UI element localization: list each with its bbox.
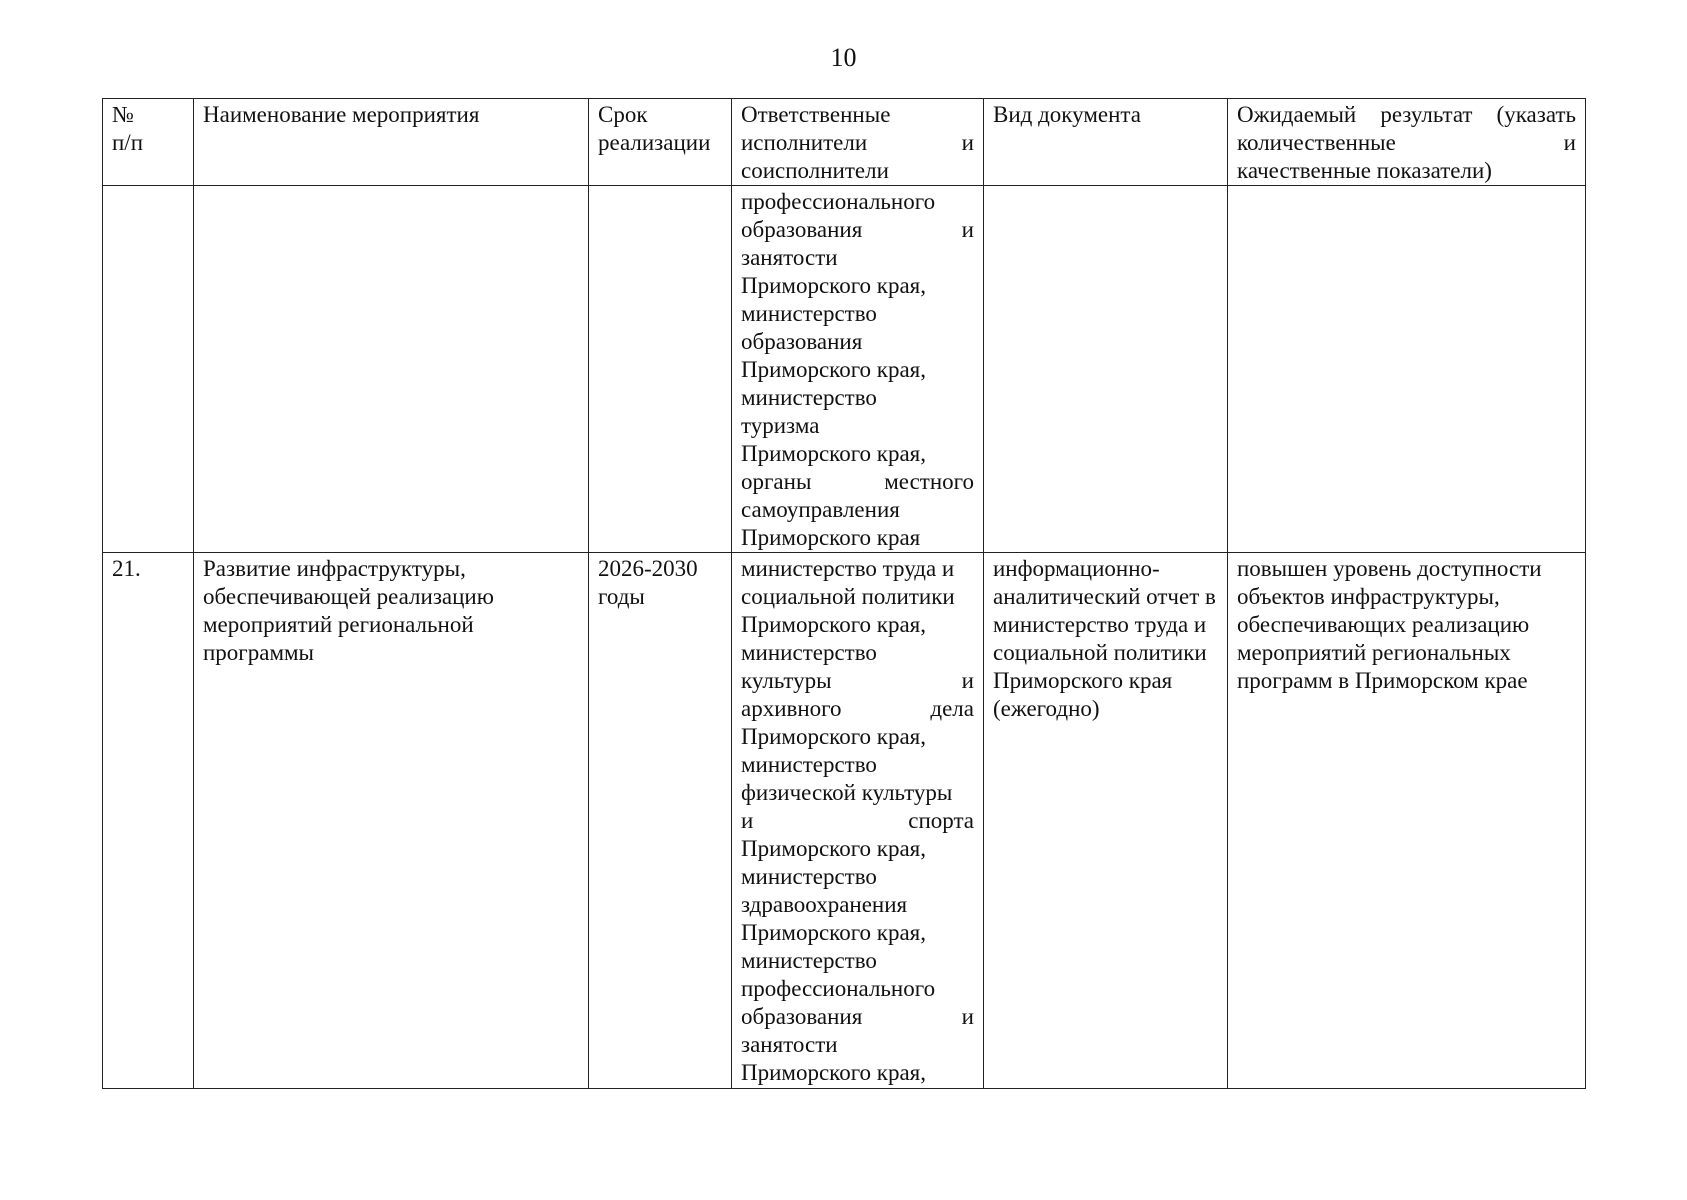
header-result — [1228, 99, 1586, 186]
responsible-line: здравоохранения — [741, 892, 908, 917]
responsible-line: Приморского края, — [741, 612, 927, 637]
header-result-line1: Ожидаемый результат (указать — [1237, 102, 1576, 127]
header-result-line2: количественные и — [1237, 130, 1576, 155]
row-21-responsible — [732, 553, 984, 1089]
header-name — [194, 99, 589, 186]
row-continued-result — [1228, 186, 1586, 553]
responsible-line: образования и — [741, 1004, 974, 1029]
responsible-line: Приморского края — [741, 525, 921, 550]
header-responsible-line3: соисполнители — [741, 158, 889, 183]
responsible-line: министерство — [741, 864, 877, 889]
responsible-line: социальной политики — [741, 584, 955, 609]
header-doc-type — [984, 99, 1228, 186]
responsible-line: министерство — [741, 640, 877, 665]
row-21-term-line2: годы — [598, 584, 645, 609]
row-21-term — [589, 553, 732, 1089]
responsible-line: образования — [741, 329, 863, 354]
responsible-line: Приморского края, — [741, 836, 927, 861]
row-21-result: повышен уровень доступности объектов инфраструктуры, обеспечивающих реализацию мероприятий региональных программ в Приморском крае — [1228, 553, 1586, 1089]
responsible-line: профессионального — [741, 976, 936, 1001]
table-header-row — [103, 99, 1586, 186]
table-row — [103, 553, 1586, 1089]
row-continued-number — [103, 186, 194, 553]
responsible-line: Приморского края, — [741, 920, 927, 945]
header-number — [103, 99, 194, 186]
header-name-text: Наименование мероприятия — [203, 102, 480, 127]
page-number: 10 — [830, 43, 857, 72]
responsible-line: министерство — [741, 948, 877, 973]
events-table — [102, 98, 1586, 1089]
responsible-line: министерство — [741, 752, 877, 777]
responsible-line: занятости — [741, 1032, 838, 1057]
row-21-number: 21. — [103, 553, 194, 1089]
responsible-line: министерство труда и — [741, 556, 955, 581]
responsible-line: профессионального — [741, 189, 936, 214]
responsible-line: архивного дела — [741, 696, 974, 721]
responsible-line: физической культуры — [741, 780, 953, 805]
header-doc-type-text: Вид документа — [993, 102, 1141, 127]
responsible-line: и спорта — [741, 808, 974, 833]
table-row — [103, 186, 1586, 553]
header-responsible-line2: исполнители и — [741, 130, 974, 155]
header-term-line2: реализации — [598, 130, 711, 155]
header-term-line1: Срок — [598, 102, 648, 127]
responsible-line: министерство — [741, 301, 877, 326]
responsible-line: самоуправления — [741, 497, 900, 522]
header-number-line2: п/п — [112, 130, 144, 155]
row-continued-term — [589, 186, 732, 553]
responsible-line: образования и — [741, 217, 974, 242]
responsible-line: Приморского края, — [741, 441, 927, 466]
row-continued-doc-type — [984, 186, 1228, 553]
header-responsible — [732, 99, 984, 186]
row-21-doc-type: информационно-аналитический отчет в министерство труда и социальной политики Приморского края (ежегодно) — [984, 553, 1228, 1089]
row-continued-responsible — [732, 186, 984, 553]
row-21-term-line1: 2026-2030 — [598, 556, 698, 581]
responsible-line: Приморского края, — [741, 273, 927, 298]
responsible-line: туризма — [741, 413, 820, 438]
responsible-line: органы местного — [741, 469, 974, 494]
header-term — [589, 99, 732, 186]
header-responsible-line1: Ответственные — [741, 102, 891, 127]
responsible-line: культуры и — [741, 668, 974, 693]
responsible-line: министерство — [741, 385, 877, 410]
responsible-line: Приморского края, — [741, 1060, 927, 1085]
header-number-line1: № — [112, 102, 134, 127]
row-21-name: Развитие инфраструктуры, обеспечивающей реализацию мероприятий региональной программы — [194, 553, 589, 1089]
responsible-line: Приморского края, — [741, 357, 927, 382]
responsible-line: Приморского края, — [741, 724, 927, 749]
row-continued-name — [194, 186, 589, 553]
responsible-line: занятости — [741, 245, 838, 270]
header-result-line3: качественные показатели) — [1237, 158, 1492, 183]
